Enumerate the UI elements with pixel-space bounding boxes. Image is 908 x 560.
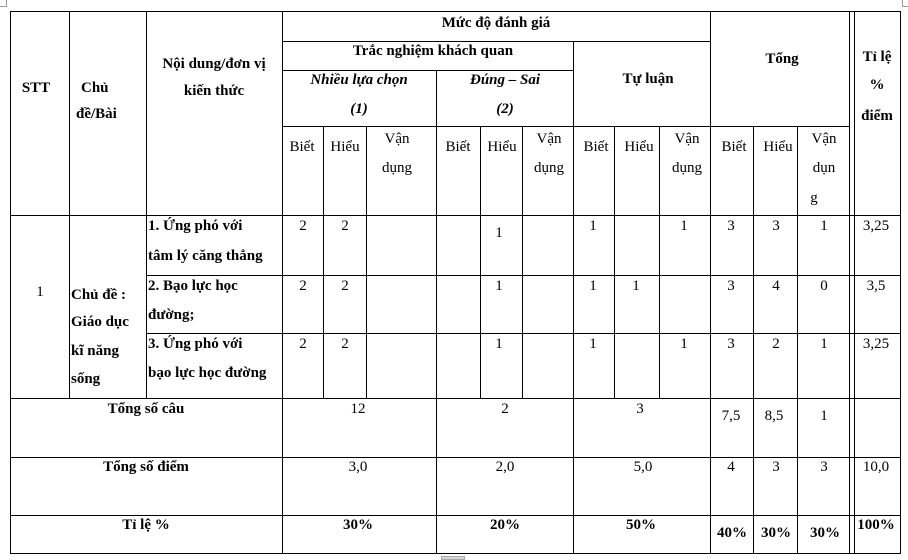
summary-points-percent: 10,0 (862, 459, 890, 475)
cell-value: 1 (589, 336, 597, 352)
cell-value: 2 (341, 336, 349, 352)
summary-ratio-label: Tỉ lệ % (122, 517, 170, 533)
header-topic-line1: Chủ (81, 80, 109, 96)
summary-count-total: 7,5 (721, 408, 741, 424)
content-line: 2. Bạo lực học (148, 278, 238, 294)
header-true-false: Đúng – Sai (469, 72, 541, 88)
level-apply-line3: g (810, 190, 818, 206)
col-divider (797, 126, 798, 553)
level-apply-line1: Vận (384, 131, 410, 147)
summary-count-mc: 12 (350, 401, 366, 417)
cell-value: 1 (495, 225, 503, 241)
header-true-false-num: (2) (496, 101, 514, 117)
col-divider (146, 11, 147, 398)
cell-value: 1 (495, 278, 503, 294)
cell-percent: 3,25 (862, 218, 890, 234)
cell-value: 2 (299, 336, 307, 352)
level-apply-line2: dụng (534, 160, 564, 176)
level-understand: Hiểu (624, 139, 654, 155)
header-multiple-choice-num: (1) (350, 101, 368, 117)
summary-ratio-tf: 20% (490, 517, 520, 533)
level-apply-line2: dụn (812, 160, 836, 176)
col-divider (659, 126, 660, 398)
summary-count-label: Tổng số câu (107, 401, 185, 417)
level-know: Biết (583, 139, 609, 155)
cell-value: 1 (820, 336, 828, 352)
col-divider (854, 11, 855, 553)
content-line: 1. Ứng phó với (148, 218, 243, 234)
summary-points-mc: 3,0 (348, 459, 368, 475)
row-divider (146, 275, 901, 276)
summary-count-es: 3 (636, 401, 644, 417)
summary-points-es: 5,0 (633, 459, 653, 475)
cell-percent: 3,25 (862, 336, 890, 352)
topic-line: sống (71, 371, 101, 387)
col-divider (753, 126, 754, 553)
col-divider (710, 11, 711, 553)
summary-ratio-total: 30% (761, 525, 791, 541)
level-apply-line2: dụng (382, 160, 412, 176)
cell-value: 2 (299, 278, 307, 294)
summary-count-total: 8,5 (764, 408, 784, 424)
summary-count-tf: 2 (501, 401, 509, 417)
header-topic-line2: đề/Bài (76, 106, 117, 122)
table-border-left (10, 11, 11, 553)
col-divider (849, 11, 850, 553)
content-line: bạo lực học đường (148, 365, 267, 381)
header-objective: Trắc nghiệm khách quan (352, 43, 514, 59)
cell-value: 2 (772, 336, 780, 352)
row-stt: 1 (36, 284, 44, 300)
header-stt: STT (21, 80, 51, 96)
col-divider (522, 126, 523, 398)
summary-ratio-percent: 100% (857, 517, 895, 533)
cell-value: 4 (772, 278, 780, 294)
level-understand: Hiểu (487, 139, 517, 155)
cell-value: 2 (299, 218, 307, 234)
level-know: Biết (289, 139, 315, 155)
level-understand: Hiểu (763, 139, 793, 155)
header-percent-line3: điểm (861, 108, 893, 124)
summary-points-tf: 2,0 (495, 459, 515, 475)
topic-line: kĩ năng (71, 343, 119, 359)
summary-ratio-total: 30% (810, 525, 840, 541)
header-total: Tổng (765, 51, 799, 67)
header-content-line2: kiến thức (183, 83, 245, 99)
table-border-bottom (10, 553, 901, 554)
cell-value: 3 (772, 218, 780, 234)
table-border-right (900, 11, 901, 553)
level-understand: Hiểu (330, 139, 360, 155)
col-divider (282, 11, 283, 553)
row-divider (282, 126, 849, 127)
level-apply-line1: Vận (674, 131, 700, 147)
col-divider (614, 126, 615, 398)
summary-ratio-mc: 30% (343, 517, 373, 533)
cell-value: 3 (727, 278, 735, 294)
cell-value: 3 (727, 336, 735, 352)
cell-value: 2 (341, 278, 349, 294)
col-divider (323, 126, 324, 398)
topic-line: Chủ đề : (71, 287, 127, 303)
cell-value: 1 (820, 218, 828, 234)
cell-value: 1 (495, 336, 503, 352)
summary-ratio-total: 40% (717, 525, 747, 541)
col-divider (69, 11, 70, 398)
header-content-line1: Nội dung/đơn vị (162, 56, 266, 72)
col-divider (573, 41, 574, 553)
cell-percent: 3,5 (866, 278, 886, 294)
level-apply-line2: dụng (672, 160, 702, 176)
cell-value: 2 (341, 218, 349, 234)
summary-count-total: 1 (820, 408, 828, 424)
level-apply-line1: Vận (811, 131, 837, 147)
row-divider (10, 215, 901, 216)
content-line: tâm lý căng thẳng (148, 248, 263, 264)
cell-value: 0 (820, 278, 828, 294)
header-assessment-level: Mức độ đánh giá (441, 15, 551, 31)
resize-handle[interactable] (441, 556, 465, 560)
summary-ratio-es: 50% (626, 517, 656, 533)
header-percent-line2: % (869, 77, 885, 93)
summary-points-total: 3 (772, 459, 780, 475)
level-know: Biết (445, 139, 471, 155)
cell-value: 1 (680, 336, 688, 352)
row-divider (146, 333, 901, 334)
page-corner-mark (902, 0, 908, 7)
topic-line: Giáo dục (71, 314, 129, 330)
cell-value: 1 (680, 218, 688, 234)
content-line: đường; (148, 307, 195, 323)
cell-value: 1 (589, 218, 597, 234)
level-apply-line1: Vận (536, 131, 562, 147)
content-line: 3. Ứng phó với (148, 336, 243, 352)
summary-points-label: Tổng số điểm (103, 459, 189, 475)
header-multiple-choice: Nhiều lựa chọn (310, 72, 408, 88)
col-divider (480, 126, 481, 398)
level-know: Biết (721, 139, 747, 155)
col-divider (436, 70, 437, 553)
col-divider (366, 126, 367, 398)
summary-points-total: 3 (820, 459, 828, 475)
page-corner-mark (0, 0, 7, 7)
header-percent-line1: Tỉ lệ (862, 49, 892, 65)
cell-value: 1 (589, 278, 597, 294)
summary-points-total: 4 (727, 459, 735, 475)
header-essay: Tự luận (622, 71, 674, 87)
cell-value: 3 (727, 218, 735, 234)
cell-value: 1 (632, 278, 640, 294)
